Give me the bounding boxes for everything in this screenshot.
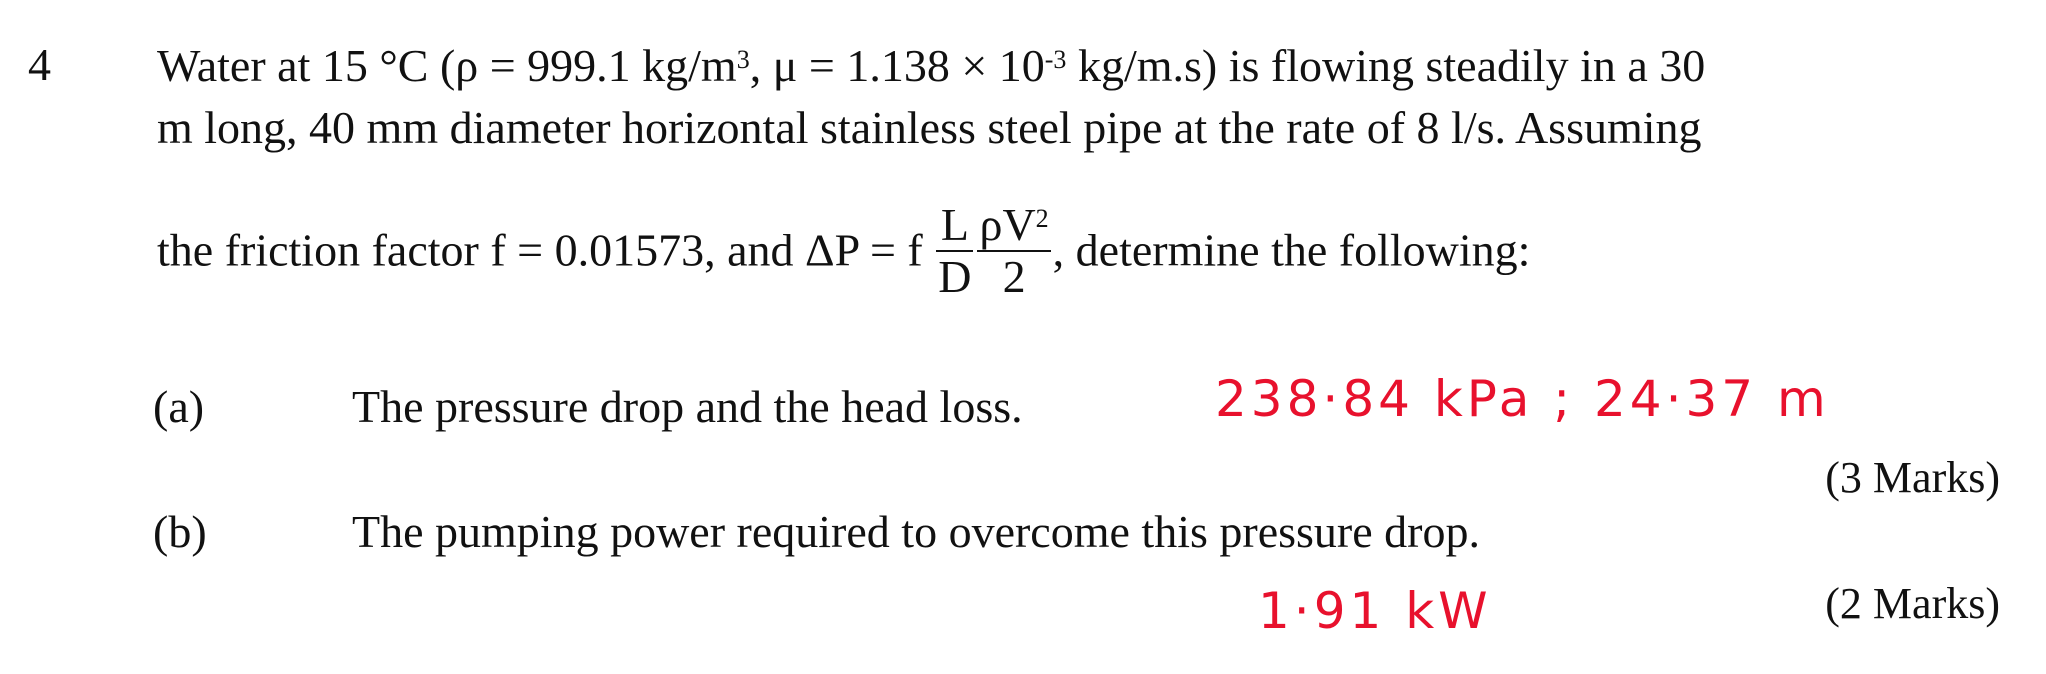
line1-text-b: , μ = 1.138 × 10 [749, 40, 1045, 91]
question-line-3 [157, 199, 1531, 306]
line1-text-a: Water at 15 °C (ρ = 999.1 kg/m [157, 40, 737, 91]
part-b-marks: (2 Marks) [1825, 579, 2000, 628]
line1-superscript-b: -3 [1044, 45, 1067, 74]
part-b-label: (b) [153, 506, 207, 557]
line1-text-c: kg/m.s) is flowing steadily in a 30 [1066, 40, 1706, 91]
fraction-denominator-2: 2 [1002, 251, 1026, 302]
part-a-handwritten-answer: 238·84 kPa ; 24·37 m [1215, 370, 1830, 428]
line3-text-pre: the friction factor f = 0.01573, and ΔP = f [157, 224, 935, 276]
fraction-numerator-2-sup: 2 [1035, 204, 1049, 233]
part-a-label: (a) [153, 381, 205, 432]
part-b-text: The pumping power required to overcome this pressure drop. [352, 506, 1480, 557]
fraction-numerator: L [936, 200, 973, 252]
question-line-2: m long, 40 mm diameter horizontal stainless steel pipe at the rate of 8 l/s. Assuming [157, 102, 1702, 153]
fraction-numerator-2-base: ρV [979, 199, 1036, 250]
fraction-l-over-d [936, 200, 973, 302]
question-line-1 [157, 38, 1705, 94]
fraction-numerator-2 [977, 200, 1050, 252]
line3-text-post: , determine the following: [1052, 224, 1531, 276]
line1-superscript-a: 3 [736, 45, 750, 74]
part-a-marks: (3 Marks) [1825, 453, 2000, 502]
part-b-handwritten-answer: 1·91 kW [1258, 582, 1492, 640]
part-a-text: The pressure drop and the head loss. [352, 381, 1023, 432]
question-number: 4 [28, 39, 51, 90]
fraction-rho-v2-over-2 [977, 200, 1050, 302]
fraction-denominator: D [938, 251, 972, 302]
